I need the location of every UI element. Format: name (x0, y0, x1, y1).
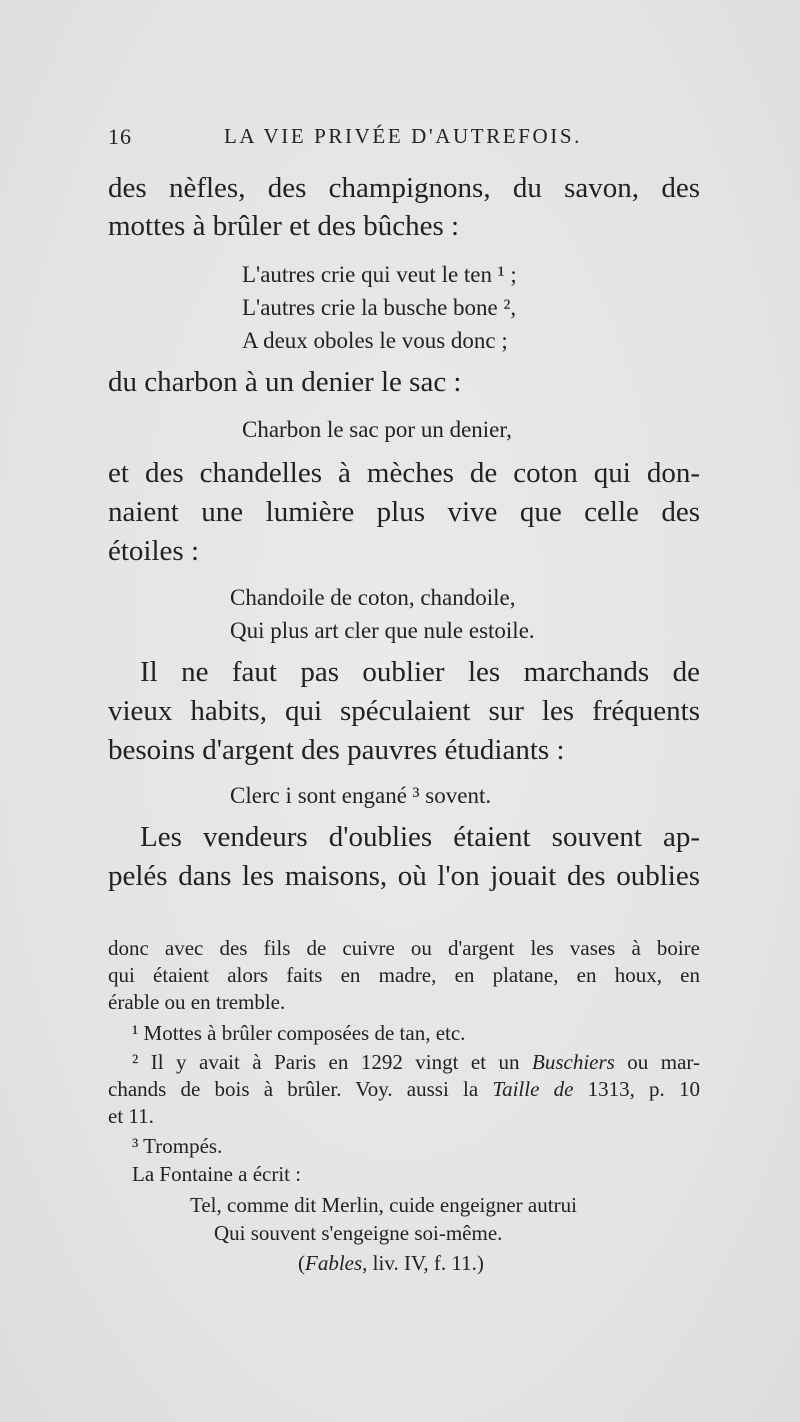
footnote-text: chands de bois à brûler. Voy. aussi la (108, 1077, 493, 1101)
body-line: Il ne faut pas oublier les marchands de (140, 656, 700, 688)
verse-line: L'autres crie qui veut le ten ¹ ; (242, 262, 517, 287)
body-line: Les vendeurs d'oublies étaient souvent ap- (140, 821, 700, 853)
footnote-line: érable ou en tremble. (108, 990, 286, 1014)
footnote-text: 1313, p. 10 (573, 1077, 700, 1101)
body-line: et des chandelles à mèches de coton qui don- (108, 457, 700, 489)
quoted-verse: Qui souvent s'engeigne soi-même. (214, 1221, 503, 1245)
footnote-text: ² Il y avait à Paris en 1292 vingt et un (132, 1050, 533, 1074)
body-line: besoins d'argent des pauvres étudiants : (108, 734, 565, 766)
footnote-line: et 11. (108, 1104, 154, 1128)
citation-text: ( (298, 1251, 305, 1275)
verse-line: Charbon le sac por un denier, (242, 417, 512, 442)
footnote-italic: Taille de (492, 1077, 574, 1101)
verse-line: A deux oboles le vous donc ; (242, 328, 508, 353)
body-line: naient une lumière plus vive que celle des (108, 496, 700, 528)
verse-line: Qui plus art cler que nule estoile. (230, 618, 535, 643)
verse-line: Chandoile de coton, chandoile, (230, 585, 516, 610)
footnote-1: ¹ Mottes à brûler composées de tan, etc. (132, 1021, 466, 1045)
footnote-text: ou mar- (614, 1050, 700, 1074)
page-number: 16 (108, 124, 132, 149)
footnote-2 (132, 1050, 700, 1075)
body-line: des nèfles, des champignons, du savon, des (108, 172, 700, 204)
citation-text: , liv. IV, f. 11.) (362, 1251, 484, 1275)
running-title: LA VIE PRIVÉE D'AUTREFOIS. (224, 124, 583, 148)
body-line: pelés dans les maisons, où l'on jouait des oublies (108, 860, 700, 892)
citation-italic: Fables (305, 1251, 363, 1275)
footnote-line (108, 1077, 700, 1102)
page-header (108, 124, 700, 156)
verse-line: Clerc i sont engané ³ sovent. (230, 783, 492, 808)
footnote-line: qui étaient alors faits en madre, en platane, en houx, en (108, 963, 700, 987)
body-line: vieux habits, qui spéculaient sur les fréquents (108, 695, 700, 727)
footnote-3: ³ Trompés. (132, 1134, 223, 1158)
verse-line: L'autres crie la busche bone ², (242, 295, 517, 320)
footnote-line: La Fontaine a écrit : (132, 1162, 302, 1186)
body-line: étoiles : (108, 535, 200, 567)
citation (298, 1251, 484, 1276)
body-line: mottes à brûler et des bûches : (108, 210, 460, 242)
footnote-line: donc avec des fils de cuivre ou d'argent les vases à boire (108, 936, 700, 960)
quoted-verse: Tel, comme dit Merlin, cuide engeigner autrui (190, 1193, 577, 1217)
footnote-italic: Buschiers (532, 1050, 615, 1074)
body-line: du charbon à un denier le sac : (108, 366, 462, 398)
